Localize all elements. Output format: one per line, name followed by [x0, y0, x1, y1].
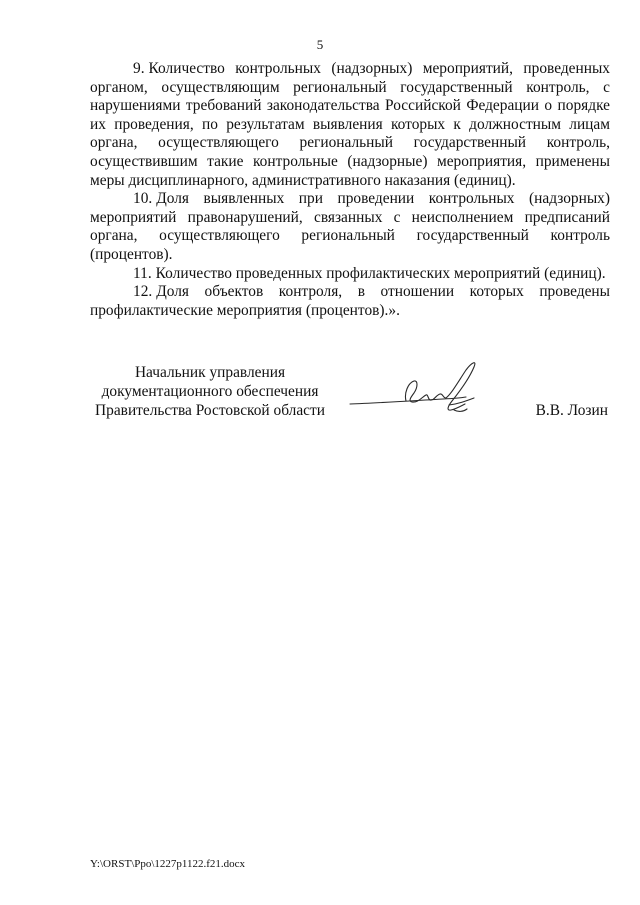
list-item — [90, 265, 610, 284]
item-number: 10. — [133, 190, 153, 208]
item-text: Количество проведенных профилактических мероприятий (единиц). — [155, 264, 606, 282]
item-number: 12. — [133, 283, 153, 301]
list-item — [90, 283, 610, 320]
numbered-list — [90, 60, 610, 320]
item-number: 9. — [133, 60, 145, 77]
position-line: документационного обеспечения — [101, 383, 319, 400]
item-text: Доля выявленных при проведении контрольных (надзорных) мероприятий правонарушений, связанных с неисполнением предписаний органа, осуществляющего региональный государственный контроль (процентов). — [90, 190, 610, 263]
file-path-footer: Y:\ORST\Ppo\1227p1122.f21.docx — [90, 858, 246, 870]
signature-block — [90, 363, 610, 423]
list-item — [90, 60, 610, 190]
position-line: Правительства Ростовской области — [95, 402, 325, 419]
list-item — [90, 190, 610, 264]
page-number: 5 — [316, 37, 324, 52]
position-line: Начальник управления — [134, 364, 286, 381]
handwritten-signature — [348, 357, 488, 427]
signer-position — [90, 363, 330, 420]
item-number: 11. — [133, 264, 152, 282]
item-text: Количество контрольных (надзорных) мероприятий, проведенных органом, осуществляющим региональный государственный контроль, с нарушениями требований законодательства Российской Федерации о порядке их проведения, по результатам выявления которых к должностным лицам органа, осуществляющего региональный государственный контроль, осуществившим такие контрольные (надзорные) мероприятия, применены меры дисциплинарного, административного наказания (единиц). — [90, 60, 610, 189]
item-text: Доля объектов контроля, в отношении которых проведены профилактические мероприятия (процентов).». — [90, 283, 610, 319]
signer-name: В.В. Лозин — [535, 402, 608, 419]
